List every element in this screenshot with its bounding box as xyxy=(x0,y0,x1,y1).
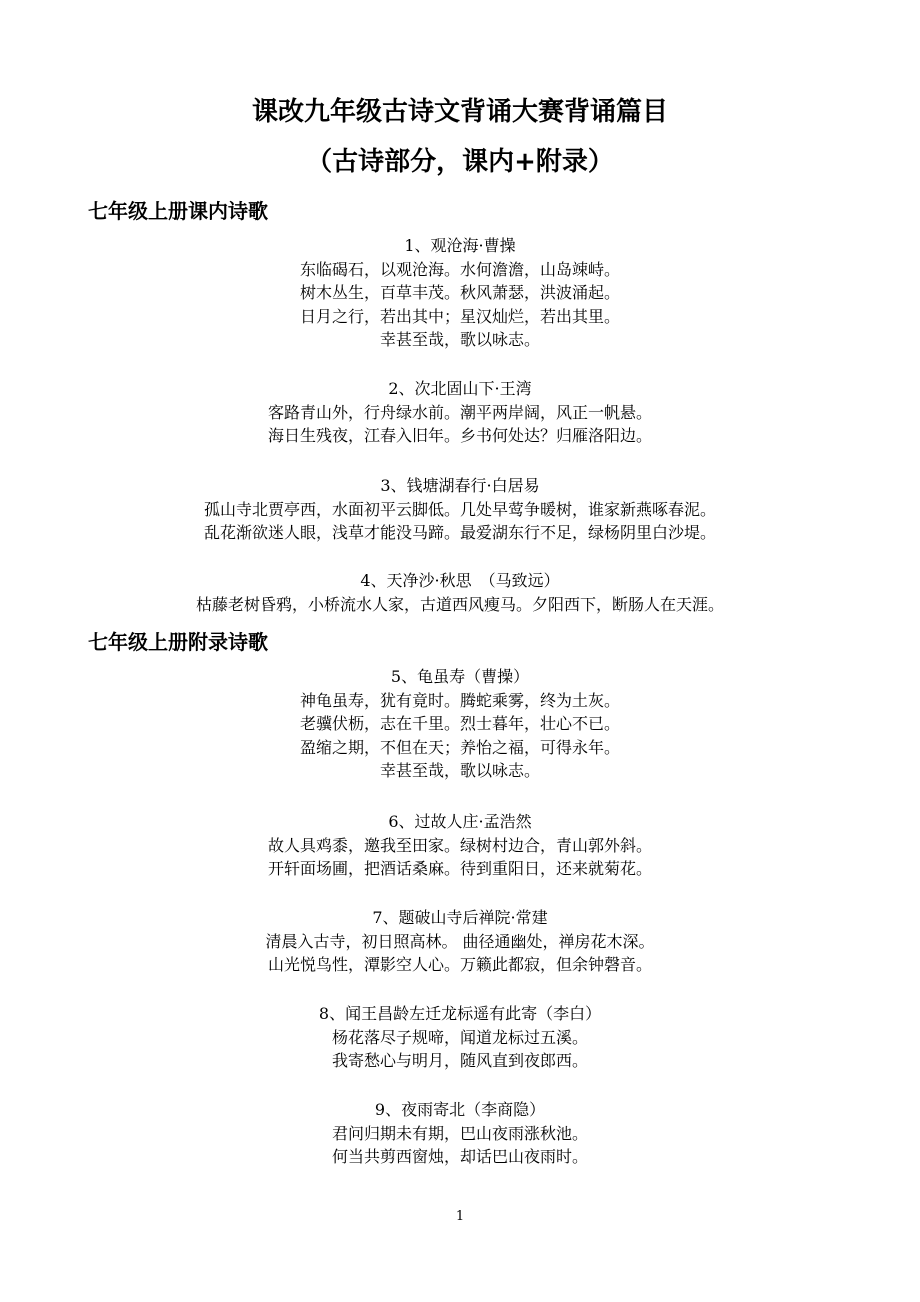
poem xyxy=(0,377,920,448)
poem-line: 日月之行，若出其中；星汉灿烂，若出其里。 xyxy=(299,306,620,326)
poem-title: 4、天净沙·秋思 （马致远） xyxy=(360,571,560,590)
poem-title: 7、题破山寺后禅院·常建 xyxy=(372,908,548,927)
page-number: 1 xyxy=(455,1209,465,1224)
poem-line: 清晨入古寺，初日照高林。 曲径通幽处，禅房花木深。 xyxy=(265,931,655,951)
poem-line: 我寄愁心与明月，随风直到夜郎西。 xyxy=(331,1051,588,1070)
poem-line: 君问归期未有期，巴山夜雨涨秋池。 xyxy=(331,1123,588,1143)
poem xyxy=(0,906,920,977)
poem xyxy=(0,474,920,545)
poem xyxy=(0,1098,920,1169)
poem-line: 乱花渐欲迷人眼，浅草才能没马蹄。最爱湖东行不足，绿杨阴里白沙堤。 xyxy=(203,523,716,542)
poem xyxy=(0,1002,920,1073)
poem-line: 幸甚至哉，歌以咏志。 xyxy=(379,761,540,780)
poem-line: 客路青山外，行舟绿水前。潮平两岸阔，风正一帆悬。 xyxy=(267,402,652,422)
document-subtitle: （古诗部分，课内+附录） xyxy=(306,147,614,177)
poem-title: 6、过故人庄·孟浩然 xyxy=(388,812,532,831)
document-title: 课改九年级古诗文背诵大赛背诵篇目 xyxy=(251,97,668,127)
poem-line: 东临碣石，以观沧海。水何澹澹，山岛竦峙。 xyxy=(299,259,620,279)
poem-line: 何当共剪西窗烛，却话巴山夜雨时。 xyxy=(331,1147,588,1166)
poem-title: 5、龟虽寿（曹操） xyxy=(390,667,530,686)
poem-line: 杨花落尽子规啼，闻道龙标过五溪。 xyxy=(331,1027,588,1047)
poem-line: 枯藤老树昏鸦，小桥流水人家，古道西风瘦马。夕阳西下，断肠人在天涯。 xyxy=(195,594,724,614)
poem-title: 8、闻王昌龄左迁龙标遥有此寄（李白） xyxy=(318,1004,602,1023)
poem-line: 老骥伏枥，志在千里。烈士暮年，壮心不已。 xyxy=(299,714,620,733)
poem xyxy=(0,569,920,616)
poem-line: 故人具鸡黍，邀我至田家。绿树村边合，青山郭外斜。 xyxy=(267,835,652,855)
poem-title: 1、观沧海·曹操 xyxy=(404,236,516,255)
poem-line: 山光悦鸟性，潭影空人心。万籁此都寂，但余钟磬音。 xyxy=(267,955,652,974)
poem-line: 树木丛生，百草丰茂。秋风萧瑟，洪波涌起。 xyxy=(299,283,620,302)
poem-line: 孤山寺北贾亭西，水面初平云脚低。几处早莺争暖树，谁家新燕啄春泥。 xyxy=(203,499,716,519)
section-heading: 七年级上册附录诗歌 xyxy=(88,630,268,654)
poem-line: 神龟虽寿，犹有竟时。腾蛇乘雾，终为土灰。 xyxy=(299,690,620,710)
poem xyxy=(0,234,920,352)
poem-title: 3、钱塘湖春行·白居易 xyxy=(380,476,540,495)
poem-title: 2、次北固山下·王湾 xyxy=(388,379,532,398)
poem xyxy=(0,665,920,783)
section-heading: 七年级上册课内诗歌 xyxy=(88,199,268,223)
poem-line: 幸甚至哉，歌以咏志。 xyxy=(379,330,540,349)
poem xyxy=(0,810,920,881)
poem-line: 盈缩之期，不但在天；养怡之福，可得永年。 xyxy=(299,737,620,757)
poem-title: 9、夜雨寄北（李商隐） xyxy=(374,1100,546,1119)
poem-line: 开轩面场圃，把酒话桑麻。待到重阳日，还来就菊花。 xyxy=(267,859,652,878)
poem-line: 海日生残夜，江春入旧年。乡书何处达？归雁洛阳边。 xyxy=(267,426,652,445)
